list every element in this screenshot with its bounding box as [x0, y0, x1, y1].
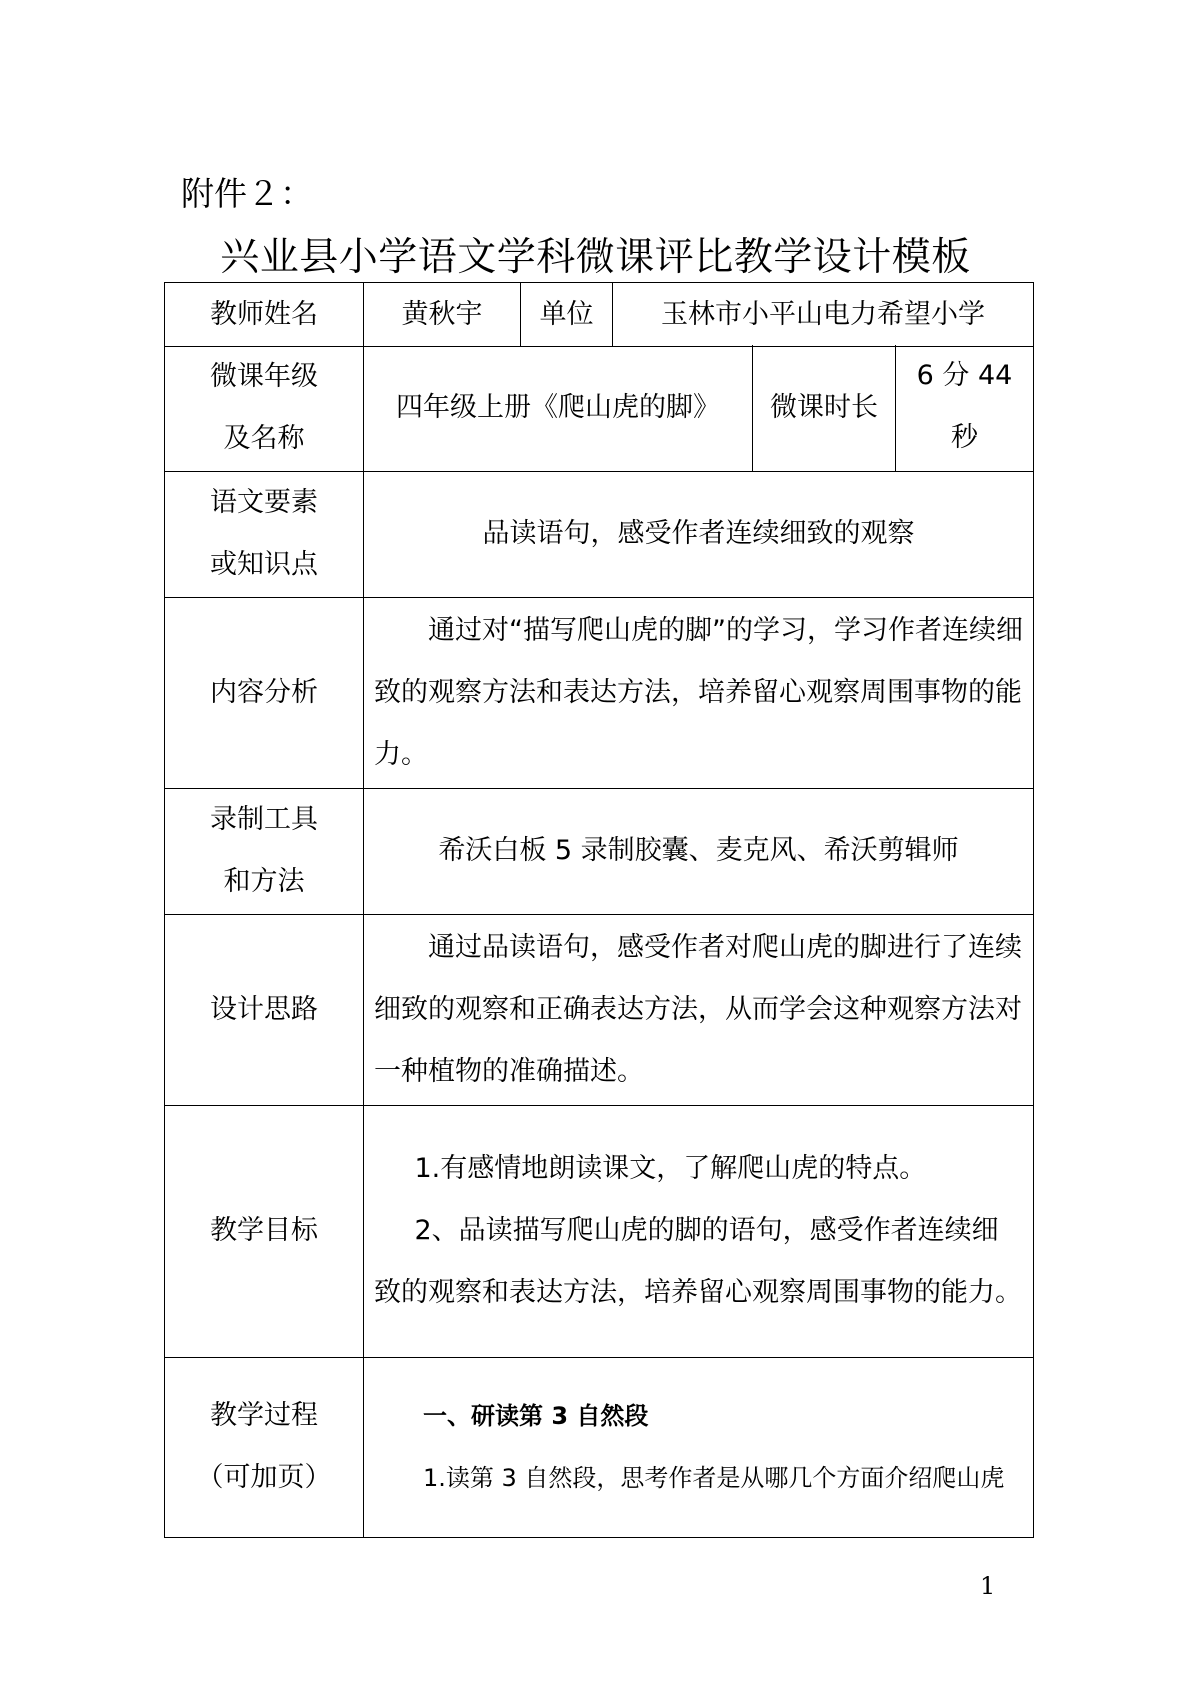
section-heading: 一、研读第 3 自然段 [423, 1402, 649, 1430]
process-label-line2: （可加页） [196, 1462, 332, 1493]
table-row [165, 788, 1034, 914]
page-number: 1 [980, 1572, 996, 1600]
teaching-goals-value [364, 1105, 1034, 1357]
content-analysis-label: 内容分析 [165, 597, 364, 788]
info-table-top [164, 282, 1034, 347]
course-label-line1: 微课年级 [210, 360, 318, 392]
duration-line2: 秒 [951, 422, 978, 453]
unit-label: 单位 [521, 283, 613, 347]
table-row [165, 283, 1034, 347]
duration-value [896, 345, 1034, 471]
teacher-name-value: 黄秋宇 [364, 283, 521, 347]
course-label-line2: 及名称 [223, 422, 305, 454]
table-row [165, 1357, 1034, 1537]
table-row [165, 914, 1034, 1105]
knowledge-label-line2: 或知识点 [210, 549, 318, 580]
design-idea-label: 设计思路 [165, 914, 364, 1105]
document-title: 兴业县小学语文学科微课评比教学设计模板 [220, 235, 971, 280]
goal-item-1: 1.有感情地朗读课文，了解爬山虎的特点。 [414, 1153, 927, 1184]
teaching-process-value [364, 1357, 1034, 1537]
design-idea-value: 通过品读语句，感受作者对爬山虎的脚进行了连续细致的观察和正确表达方法，从而学会这种观察方法对一种植物的准确描述。 [364, 914, 1034, 1105]
recording-tools-label [165, 788, 364, 914]
tools-label-line2: 和方法 [223, 866, 305, 897]
teaching-goals-label: 教学目标 [165, 1105, 364, 1357]
table-row [165, 1105, 1034, 1357]
teaching-process-label [165, 1357, 364, 1537]
tools-label-line1: 录制工具 [210, 804, 318, 835]
table-row [165, 345, 1034, 471]
process-label-line1: 教学过程 [210, 1400, 318, 1431]
knowledge-point-value: 品读语句，感受作者连续细致的观察 [364, 471, 1034, 597]
attachment-label: 附件２： [181, 174, 313, 213]
goal-item-2: 2、品读描写爬山虎的脚的语句，感受作者连续细致的观察和表达方法，培养留心观察周围事物的能力。 [374, 1215, 1022, 1308]
duration-line1: 6 分 44 [916, 360, 1013, 391]
course-label [165, 345, 364, 471]
table-row [165, 597, 1034, 788]
teacher-name-label: 教师姓名 [165, 283, 364, 347]
table-row [165, 471, 1034, 597]
info-table-main [164, 345, 1034, 1538]
recording-tools-value: 希沃白板 5 录制胶囊、麦克风、希沃剪辑师 [364, 788, 1034, 914]
duration-label: 微课时长 [753, 345, 896, 471]
content-analysis-value: 通过对“描写爬山虎的脚”的学习，学习作者连续细致的观察方法和表达方法，培养留心观察周围事物的能力。 [364, 597, 1034, 788]
process-step-1: 1.读第 3 自然段，思考作者是从哪几个方面介绍爬山虎 [423, 1464, 1005, 1492]
knowledge-label-line1: 语文要素 [210, 487, 318, 518]
knowledge-point-label [165, 471, 364, 597]
course-name-value: 四年级上册《爬山虎的脚》 [364, 345, 753, 471]
unit-value: 玉林市小平山电力希望小学 [613, 283, 1034, 347]
